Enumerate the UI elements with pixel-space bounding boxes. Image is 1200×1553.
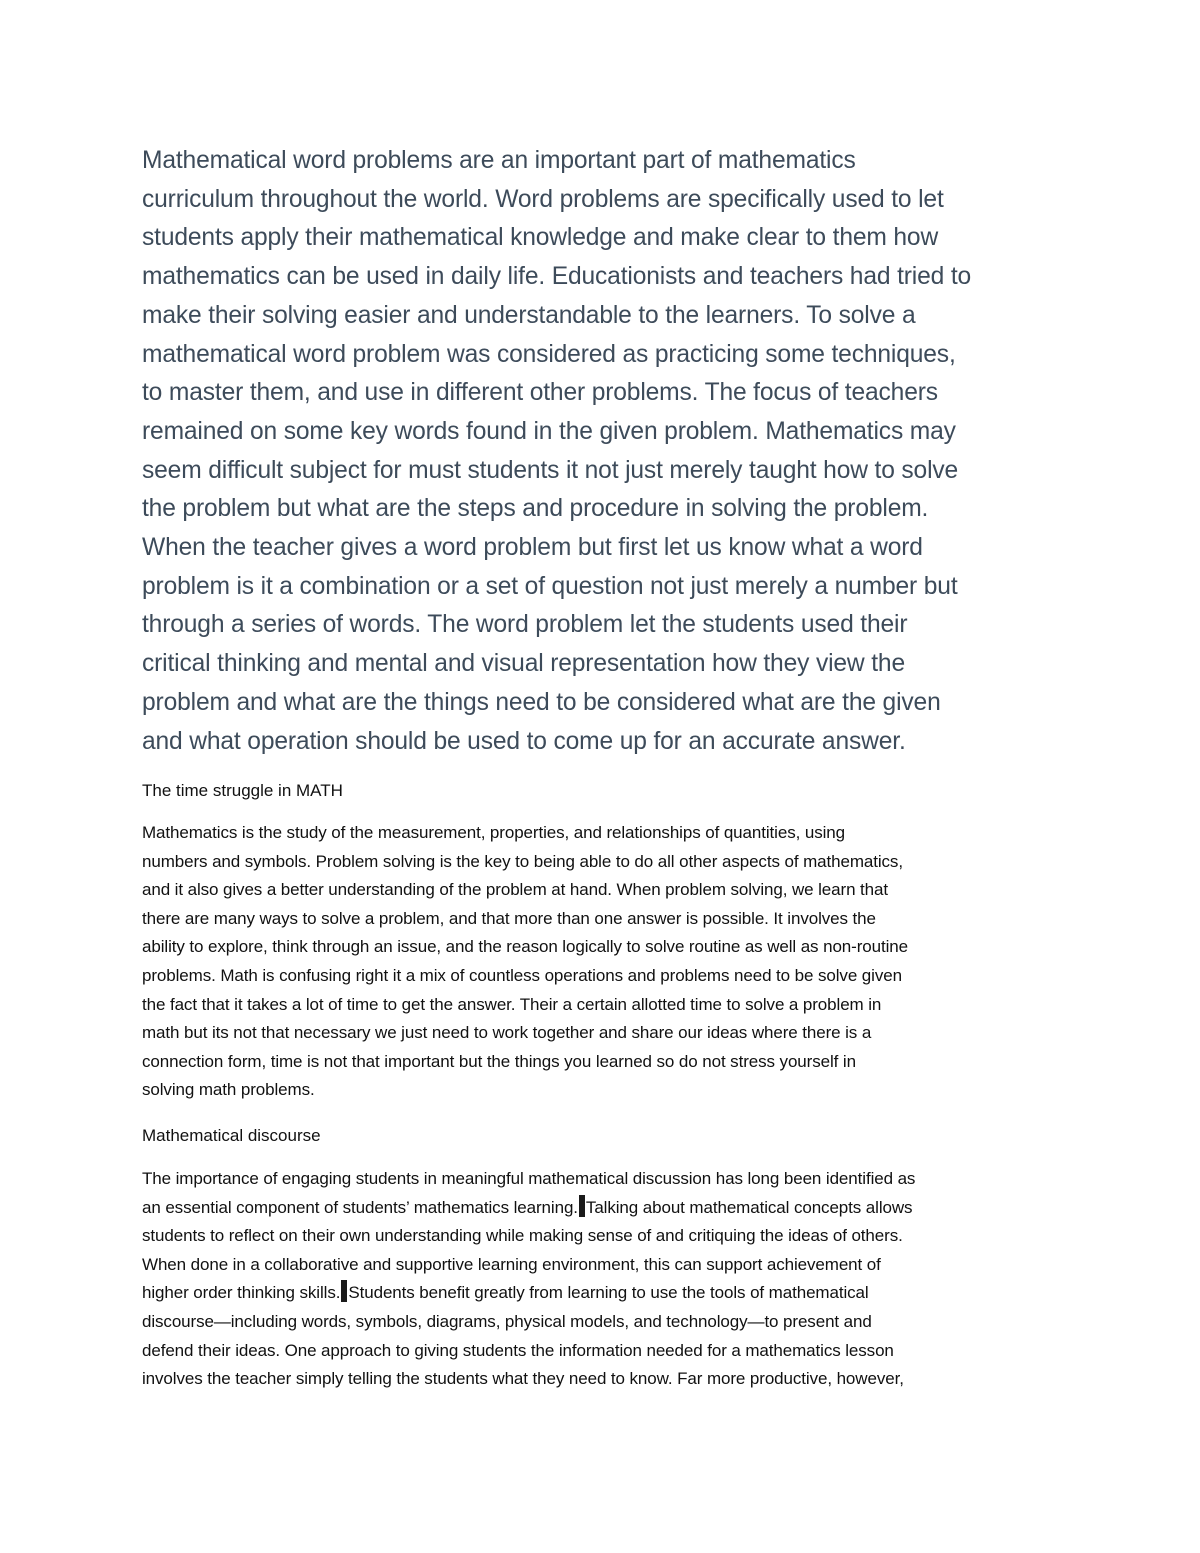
line-segment: Students benefit greatly from learning to use the tools of mathematical bbox=[348, 1283, 869, 1303]
line-segment: higher order thinking skills. bbox=[142, 1283, 341, 1303]
paragraph-line: and it also gives a better understanding of the problem at hand. When problem solving, we learn that bbox=[142, 880, 889, 900]
line-segment: an essential component of students’ mathematics learning. bbox=[142, 1197, 578, 1217]
paragraph-line: ability to explore, think through an issue, and the reason logically to solve routine as well as non-routine bbox=[142, 937, 908, 957]
paragraph-line: involves the teacher simply telling the students what they need to know. Far more productive, however, bbox=[142, 1369, 904, 1389]
discourse-paragraph bbox=[142, 1165, 1072, 1394]
paragraph-line: defend their ideas. One approach to giving students the information needed for a mathematics lesson bbox=[142, 1340, 894, 1360]
intro-line: problem is it a combination or a set of question not just merely a number but bbox=[142, 572, 958, 600]
paragraph-line: The importance of engaging students in meaningful mathematical discussion has long been identified as bbox=[142, 1169, 916, 1188]
intro-line: students apply their mathematical knowledge and make clear to them how bbox=[142, 224, 939, 252]
intro-line: seem difficult subject for must students it not just merely taught how to solve bbox=[142, 456, 959, 484]
section-heading-discourse: Mathematical discourse bbox=[142, 1126, 321, 1145]
intro-line: remained on some key words found in the given problem. Mathematics may bbox=[142, 417, 956, 445]
paragraph-line: When done in a collaborative and supportive learning environment, this can support achievement of bbox=[142, 1254, 881, 1274]
intro-line: critical thinking and mental and visual representation how they view the bbox=[142, 650, 905, 678]
section-heading-time-struggle: The time struggle in MATH bbox=[142, 781, 343, 800]
paragraph-line: problems. Math is confusing right it a mix of countless operations and problems need to be solve given bbox=[142, 965, 902, 985]
paragraph-line: Mathematics is the study of the measurement, properties, and relationships of quantities, using bbox=[142, 823, 845, 842]
intro-line: mathematics can be used in daily life. Educationists and teachers had tried to bbox=[142, 263, 972, 291]
paragraph-line: there are many ways to solve a problem, and that more than one answer is possible. It involves the bbox=[142, 908, 876, 928]
paragraph-line: connection form, time is not that important but the things you learned so do not stress yourself in bbox=[142, 1051, 856, 1071]
paragraph-line bbox=[142, 1194, 1072, 1223]
paragraph-line: students to reflect on their own understanding while making sense of and critiquing the ideas of others. bbox=[142, 1226, 903, 1246]
intro-line: problem and what are the things need to be considered what are the given bbox=[142, 688, 941, 716]
intro-line: the problem but what are the steps and procedure in solving the problem. bbox=[142, 495, 929, 523]
paragraph-line: solving math problems. bbox=[142, 1080, 315, 1100]
intro-paragraph bbox=[142, 142, 1072, 761]
intro-line: mathematical word problem was considered as practicing some techniques, bbox=[142, 340, 956, 368]
intro-line: to master them, and use in different other problems. The focus of teachers bbox=[142, 379, 938, 407]
text-cursor-marker bbox=[579, 1195, 585, 1217]
paragraph-line: the fact that it takes a lot of time to get the answer. Their a certain allotted time to solve a problem in bbox=[142, 994, 882, 1014]
intro-line: make their solving easier and understandable to the learners. To solve a bbox=[142, 301, 916, 329]
intro-line: curriculum throughout the world. Word problems are specifically used to let bbox=[142, 185, 944, 213]
time-struggle-paragraph bbox=[142, 819, 1072, 1105]
paragraph-line: discourse—including words, symbols, diagrams, physical models, and technology—to present and bbox=[142, 1311, 872, 1331]
intro-line: and what operation should be used to come up for an accurate answer. bbox=[142, 727, 906, 755]
paragraph-line bbox=[142, 1279, 1072, 1308]
paragraph-line: math but its not that necessary we just need to work together and share our ideas where there is a bbox=[142, 1023, 872, 1043]
text-cursor-marker bbox=[341, 1280, 347, 1302]
intro-line: When the teacher gives a word problem but first let us know what a word bbox=[142, 534, 923, 562]
intro-line: Mathematical word problems are an important part of mathematics bbox=[142, 147, 856, 174]
intro-line: through a series of words. The word problem let the students used their bbox=[142, 611, 908, 639]
line-segment: Talking about mathematical concepts allows bbox=[585, 1197, 913, 1217]
paragraph-line: numbers and symbols. Problem solving is the key to being able to do all other aspects of mathematics, bbox=[142, 851, 903, 871]
